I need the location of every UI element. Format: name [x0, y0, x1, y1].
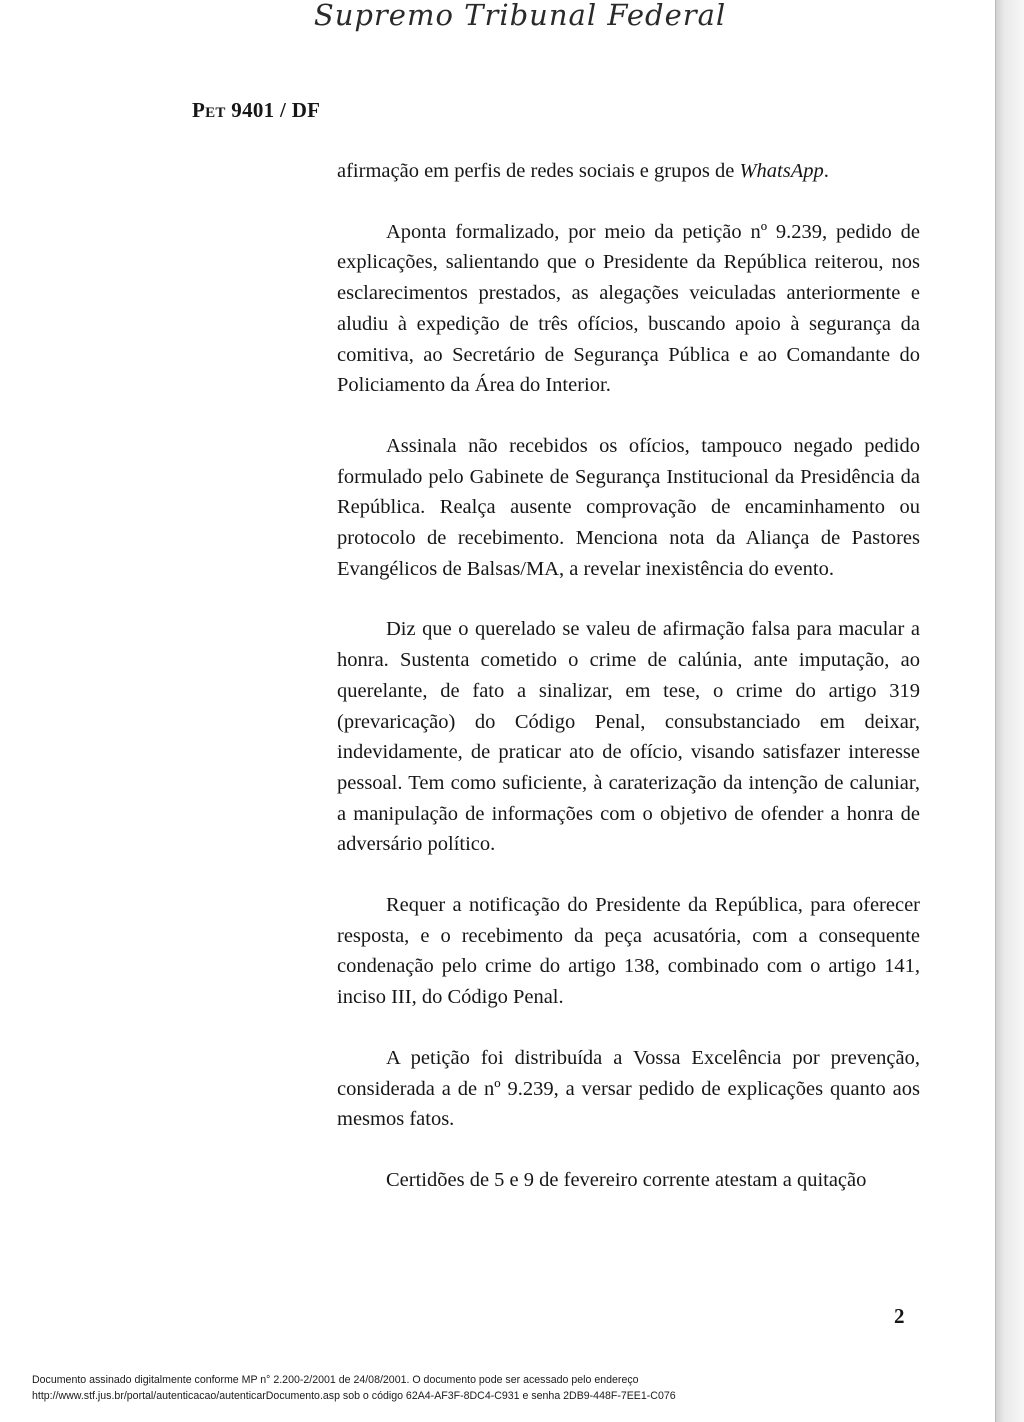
paragraph: Assinala não recebidos os ofícios, tampouco negado pedido formulado pelo Gabinete de Segurança Institucional da Presidência da República. Realça ausente comprovação de encaminhamento ou protocolo de recebimento. Menciona nota da Aliança de Pastores Evangélicos de Balsas/MA, a revelar inexistência do evento.	[337, 434, 920, 580]
italic-term: WhatsApp	[739, 160, 824, 182]
paragraph-continuation: afirmação em perfis de redes sociais e grupos de WhatsApp.	[337, 160, 829, 182]
page-edge-shadow	[995, 0, 1024, 1422]
paragraph: Requer a notificação do Presidente da República, para oferecer resposta, e o recebimento da peça acusatória, com a consequente condenação pelo crime do artigo 138, combinado com o artigo 141, inciso III, do Código Penal.	[337, 894, 920, 1009]
paragraph: Diz que o querelado se valeu de afirmação falsa para macular a honra. Sustenta cometido o crime de calúnia, ante imputação, ao querelante, de fato a sinalizar, em tese, o crime do artigo 319 (prevaricação) do Código Penal, consubstanciado em deixar, indevidamente, de praticar ato de ofício, visando satisfazer interesse pessoal. Tem como suficiente, à caraterização da intenção de caluniar, a manipulação de informações com o objetivo de ofender a honra de adversário político.	[337, 618, 920, 856]
paragraph: Aponta formalizado, por meio da petição nº 9.239, pedido de explicações, salientando que o Presidente da República reiterou, nos esclarecimentos prestados, as alegações veiculadas anteriormente e aludiu à expedição de três ofícios, buscando apoio à segurança da comitiva, ao Secretário de Segurança Pública e ao Comandante do Policiamento da Área do Interior.	[337, 220, 920, 397]
case-reference: Pet 9401 / DF	[192, 98, 321, 122]
letterhead-title: Supremo Tribunal Federal	[313, 0, 727, 32]
paragraph: A petição foi distribuída a Vossa Excelência por prevenção, considerada a de nº 9.239, a versar pedido de explicações quanto aos mesmos fatos.	[337, 1046, 920, 1131]
page-number: 2	[894, 1304, 905, 1328]
footer-line-1: Documento assinado digitalmente conforme MP n° 2.200-2/2001 de 24/08/2001. O documento pode ser acessado pelo endereço	[32, 1374, 639, 1386]
footer-verification-link[interactable]: http://www.stf.jus.br/portal/autenticacao/autenticarDocumento.asp sob o código 62A4-AF3F-8DC4-C931 e senha 2DB9-448F-7EE1-C076	[32, 1390, 676, 1402]
signature-footer	[32, 1372, 992, 1404]
paragraph-last: Certidões de 5 e 9 de fevereiro corrente atestam a quitação	[386, 1168, 867, 1191]
document-body	[337, 156, 920, 1196]
